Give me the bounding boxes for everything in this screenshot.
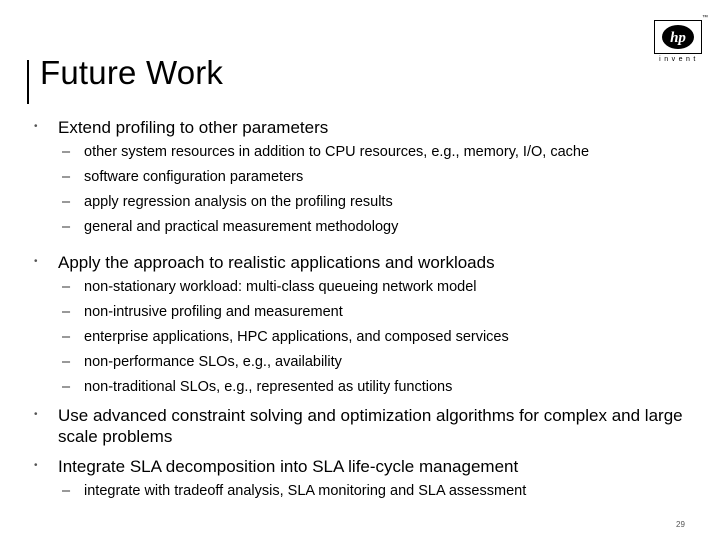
sub-item: – non-intrusive profiling and measurement [62,304,343,320]
sub-list [58,278,704,403]
page-number: 29 [676,520,685,529]
bullet-text: Integrate SLA decomposition into SLA life-cycle management [58,457,519,476]
hp-logo-box [654,15,708,54]
svg-text:hp: hp [670,30,686,46]
bullet-text: Extend profiling to other parameters [58,118,329,137]
bullet-item-1 [34,117,704,243]
logo-tagline: invent [659,56,699,63]
sub-item: – enterprise applications, HPC applications, and composed services [62,329,509,345]
bullet-item-4 [34,456,704,507]
sub-item: – software configuration parameters [62,169,304,185]
logo-trademark: ™ [702,15,708,21]
bullet-text: Use advanced constraint solving and optimization algorithms for complex and large scale problems [58,406,683,446]
sub-item: – non-traditional SLOs, e.g., represented as utility functions [62,379,453,395]
hp-logo [654,15,708,63]
title-rule [27,60,29,104]
bullet-list [34,117,704,507]
sub-item: – non-performance SLOs, e.g., availability [62,354,342,370]
hp-logo-mark-icon [660,24,696,50]
sub-list [58,482,704,507]
bullet-text: Apply the approach to realistic applications and workloads [58,253,495,272]
bullet-item-2 [34,252,704,403]
sub-item: – non-stationary workload: multi-class queueing network model [62,279,477,295]
bullet-marker: • [34,460,38,471]
sub-item: – general and practical measurement methodology [62,219,399,235]
sub-item: – apply regression analysis on the profiling results [62,194,393,210]
bullet-item-3 [34,405,704,447]
sub-item: – other system resources in addition to CPU resources, e.g., memory, I/O, cache [62,144,590,160]
sub-item: – integrate with tradeoff analysis, SLA monitoring and SLA assessment [62,483,527,499]
bullet-marker: • [34,121,38,132]
bullet-marker: • [34,409,38,420]
sub-list [58,143,704,243]
slide-title: Future Work [40,54,224,91]
bullet-marker: • [34,256,38,267]
